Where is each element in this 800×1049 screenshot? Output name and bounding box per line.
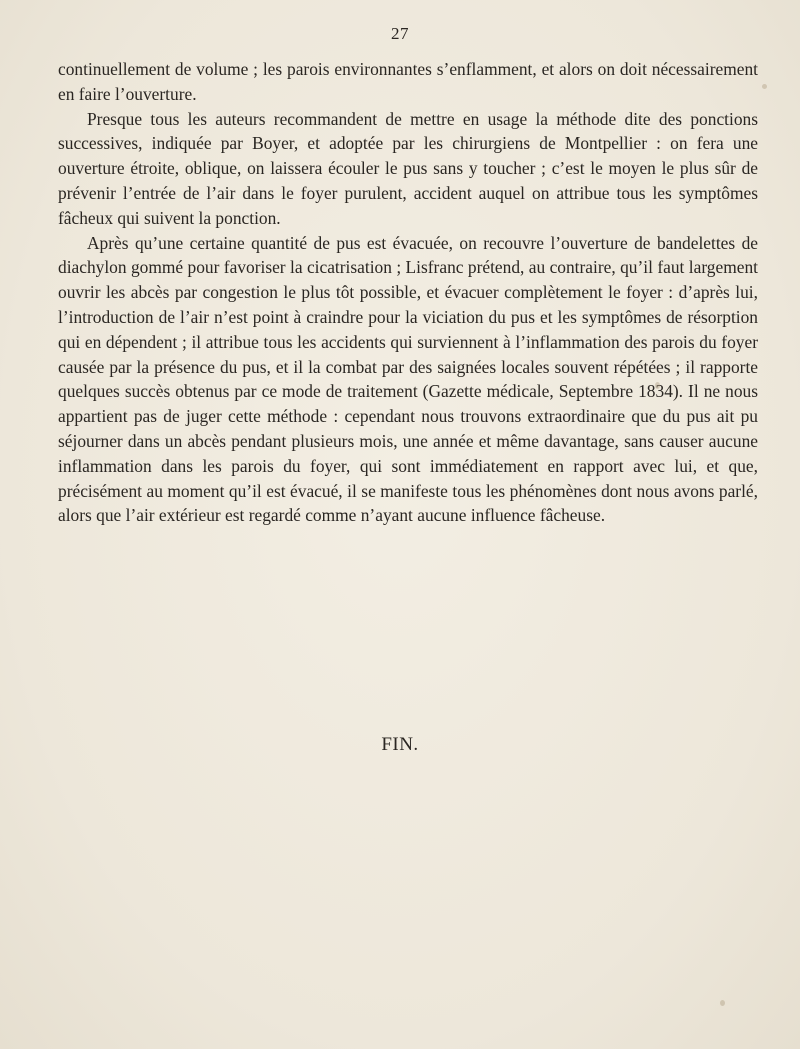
closing-fin: FIN. (381, 734, 419, 755)
body-text (58, 57, 758, 528)
page-number: 27 (391, 24, 409, 43)
paper-spot (762, 84, 767, 89)
paper-spot (655, 382, 660, 389)
paragraph-ponctions: Presque tous les auteurs recommandent de mettre en usage la méthode dite des ponctions successives, indiquée par Boyer, et adoptée par les chirurgiens de Montpellier : on fera une ouverture étroite, oblique, on laissera écouler le pus sans y toucher ; c’est le moyen le plus sûr de prévenir l’entrée de l’air dans le foyer purulent, accident auquel on attribue tous les symptômes fâcheux qui suivent la ponction. (58, 108, 758, 228)
paragraph-lisfranc: Après qu’une certaine quantité de pus est évacuée, on recouvre l’ouverture de bandelettes de diachylon gommé pour favoriser la cicatrisation ; Lisfranc prétend, au contraire, qu’il faut largement ouvrir les abcès par congestion le plus tôt possible, et évacuer complètement le foyer : d’après lui, l’introduction de l’air n’est point à craindre pour la viciation du pus et les symptômes de résorption qui en dépendent ; il attribue tous les accidents qui surviennent à l’inflammation des parois du foyer causée par la présence du pus, et il la combat par des saignées locales souvent répétées ; il rapporte quelques succès obtenus par ce mode de traitement (Gazette médicale, Septembre 1834). Il ne nous appartient pas de juger cette méthode : cependant nous trouvons extraordinaire que du pus ait pu séjourner dans un abcès pendant plusieurs mois, une année et même davantage, sans causer aucune inflammation dans les parois du foyer, qui sont immédiatement en rapport avec lui, et que, précisément au moment qu’il est évacué, il se manifeste tous les phénomènes dont nous avons parlé, alors que l’air extérieur est regardé comme n’ayant aucune influence fâcheuse. (58, 232, 758, 526)
paper-spot (720, 1000, 725, 1006)
paragraph-continuation: continuellement de volume ; les parois environnantes s’enflamment, et alors on doit nécessairement en faire l’ouverture. (58, 59, 758, 104)
